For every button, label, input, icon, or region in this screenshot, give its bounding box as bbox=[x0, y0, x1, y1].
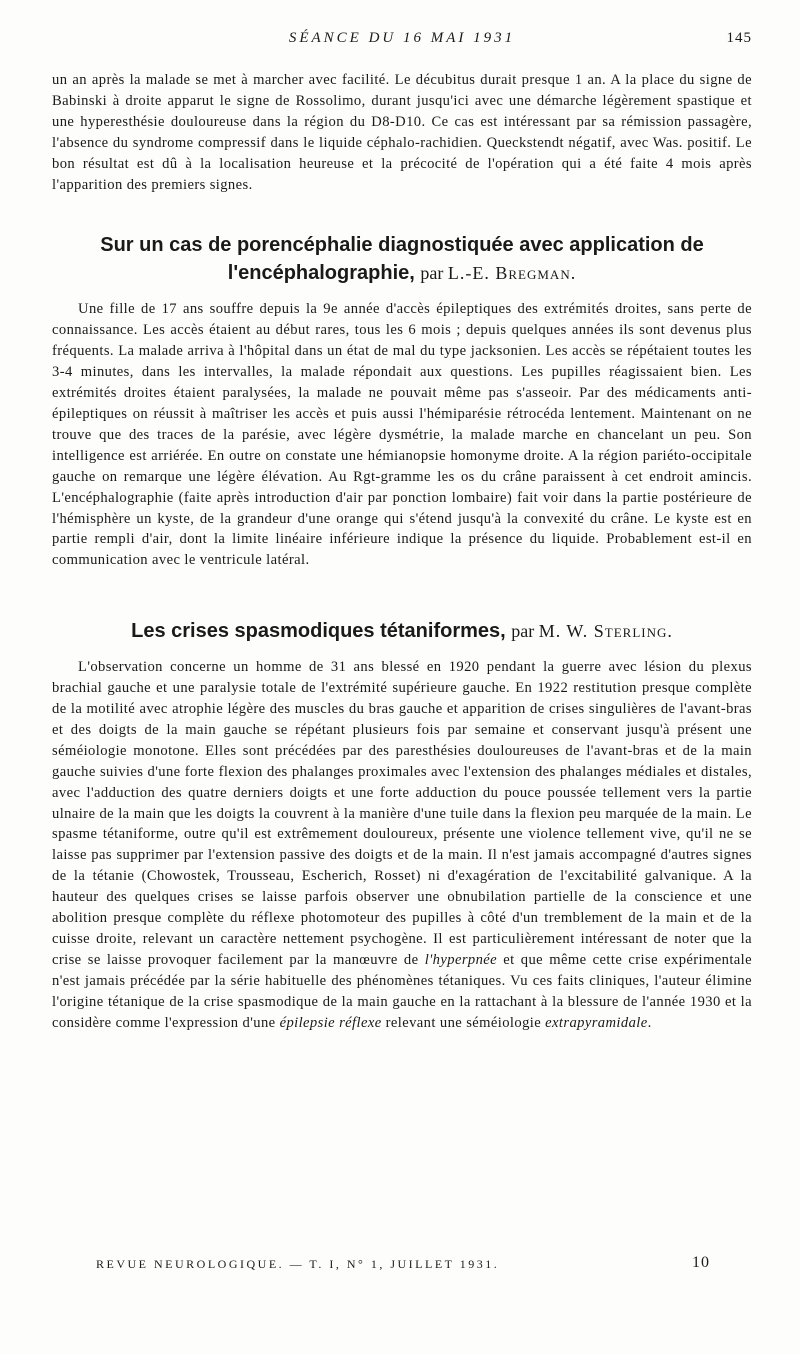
article-2-heading bbox=[52, 617, 752, 645]
article-1-title: Sur un cas de porencéphalie diagnostiquée avec application de l'encéphalographie, bbox=[100, 234, 704, 285]
article-1-heading bbox=[52, 231, 752, 287]
article-1-author: L.-E. Bregman. bbox=[447, 263, 577, 284]
running-head bbox=[52, 30, 752, 54]
article-2-text-end: . bbox=[647, 1014, 652, 1031]
article-1-byline bbox=[420, 263, 576, 283]
signature-folio: 10 bbox=[692, 1254, 710, 1271]
article-1-par: par bbox=[420, 263, 444, 284]
article-2-author: M. W. Sterling. bbox=[538, 621, 673, 642]
intro-paragraph: un an après la malade se met à marcher avec facilité. Le décubitus durait presque 1 an. A la place du signe de Babinski à droite apparut le signe de Rossolimo, durant jusqu'ici avec une démarche légèrement spastique et une hyperesthésie douloureuse dans la région du D8-D10. Ce cas est intéressant par sa rémission passagère, l'absence du syndrome compressif dans le liquide céphalo-rachidien. Queckstendt négatif, avec Was. positif. Le bon résultat est dû à la localisation heureuse et la précocité de l'opération qui a été faite 4 mois après l'apparition des premiers signes. bbox=[52, 72, 752, 193]
article-2-text-part3: relevant une séméiologie bbox=[381, 1014, 546, 1031]
page-number: 145 bbox=[726, 30, 752, 46]
article-2-text-part1: L'observation concerne un homme de 31 ans blessé en 1920 pendant la guerre avec lésion du plexus brachial gauche et une paralysie totale de l'extrémité supérieure gauche. En 1922 restitution presque complète de la motilité avec atrophie légère des muscles du bras gauche et apparition de crises singulières de l'avant-bras et des doigts de la main gauche se répétant plusieurs fois par semaine et conservant jusqu'à présent une séméiologie monotone. Elles sont précédées par des paresthésies douloureuses de l'avant-bras et de la main gauche suivies d'une forte flexion des phalanges proximales avec l'extension des phalanges médiales et distales, avec l'adduction des quatre derniers doigts et une forte adduction du pouce poussée tellement vers la partie ulnaire de la main que les doigts la couvrent à la manière d'une tuile dans la flexion peu marquée de la main. Le spasme tétaniforme, outre qu'il est extrêmement douloureux, présente une violence tellement vive, qu'il ne se laisse pas supprimer par l'extension passive des doigts et de la main. Il n'est jamais accompagné d'autres signes de la tétanie (Chowostek, Trousseau, Escherich, Rosset) ni d'exagération de l'excitabilité galvanique. A la hauteur des quelques crises se laisse parfois observer une obnubilation partielle de la conscience et une abolition presque complète du réflexe photomoteur des pupilles à côté d'un tremblement de la main et de la cuisse droite, relevant un caractère nettement psychogène. Il est particulièrement intéressant de noter que la crise se laisse provoquer facilement par la manœuvre de bbox=[52, 659, 752, 968]
article-2-emph-epilepsie: épilepsie réflexe bbox=[279, 1014, 382, 1031]
article-2-emph-hyperpnee: l'hyperpnée bbox=[424, 951, 498, 968]
article-2-text-part2: et que même cette crise expérimentale n'est jamais précédée par la série habituelle des phénomènes tétaniques. Vu ces faits cliniques, l'auteur élimine l'origine tétanique de la crise spasmodique de la main gauche en la rattachant à la blessure de l'année 1930 et la considère comme l'expression d'une bbox=[52, 951, 752, 1031]
page-body bbox=[52, 70, 752, 1034]
article-2-emph-extrapyramidale: extrapyramidale bbox=[545, 1014, 648, 1031]
page-footer bbox=[96, 1254, 710, 1272]
article-2-par: par bbox=[511, 621, 535, 642]
article-1-paragraph: Une fille de 17 ans souffre depuis la 9e année d'accès épileptiques des extrémités droites, sans perte de connaissance. Les accès étaient au début rares, tous les 6 mois ; depuis quelques années ils sont devenus plus fréquents. La malade arriva à l'hôpital dans un état de mal du type jacksonien. Les accès se répétaient toutes les 3-4 minutes, dans les intervalles, la malade répondait aux questions. Les pupilles réagissaient bien. Les extrémités droites étaient paralysées, la malade ne pouvait même pas s'asseoir. Par des médicaments anti-épileptiques on réussit à maîtriser les accès et puis aussi l'hémiparésie rétrocéda lentement. Maintenant on ne trouve que des traces de la parésie, avec légère dysmétrie, la malade marche en chancelant un peu. Son intelligence est arriérée. En outre on constate une hémianopsie homonyme droite. A la région pariéto-occipitale gauche on remarque une légère élévation. Au Rgt-gramme les os du crâne paraissent à cet endroit amincis. L'encéphalographie (faite après introduction d'air par ponction lombaire) fait voir dans la partie postérieure de l'hémisphère un kyste, de la grandeur d'une orange qui s'étend jusqu'à la convexité du crâne. Le kyste est en partie rempli d'air, dont la limite linéaire inférieure indique la présence du liquide. Probablement est-il en communication avec le ventricule latéral. bbox=[52, 301, 752, 569]
article-2-title: Les crises spasmodiques tétaniformes, bbox=[131, 620, 506, 643]
article-2-paragraph bbox=[52, 657, 752, 1033]
journal-reference: REVUE NEUROLOGIQUE. — T. I, N° 1, JUILLET 1931. bbox=[96, 1257, 500, 1271]
running-title: SÉANCE DU 16 MAI 1931 bbox=[288, 30, 516, 46]
article-2-byline bbox=[511, 621, 673, 641]
